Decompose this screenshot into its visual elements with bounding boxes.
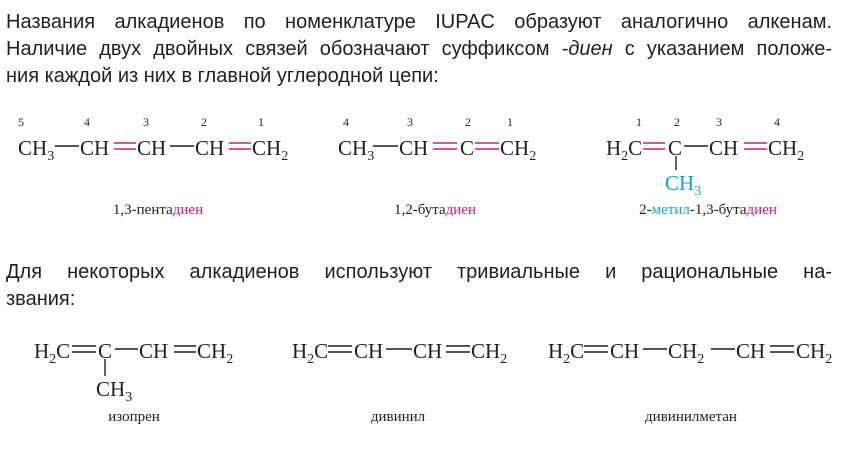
f1-num-5: 5 — [18, 115, 24, 129]
f3-num-3: 3 — [716, 115, 722, 129]
diene-suffix: -диен — [561, 38, 613, 60]
t3-group-3: $CH_2$ — [668, 339, 705, 367]
caption-methylbutadiene: 2-метил-1,3-бутадиен — [639, 202, 777, 218]
f2-num-1: 1 — [507, 115, 513, 129]
f1-num-3: 3 — [143, 115, 149, 129]
t3-group-5: $CH_2$ — [796, 339, 833, 367]
f3-group-2: C — [668, 136, 683, 160]
f3-num-2: 2 — [674, 115, 680, 129]
caption-butadiene-12: 1,2-бутадиен — [393, 202, 477, 218]
t2-group-4: $CH_2$ — [471, 339, 508, 367]
f2-num-3: 3 — [407, 115, 413, 129]
t1-group-3: CH — [139, 339, 169, 363]
f1-num-4: 4 — [84, 115, 90, 129]
t2-group-1: $H_2C$ — [292, 339, 329, 367]
t3-group-4: CH — [736, 339, 766, 363]
f2-group-2: CH — [399, 136, 429, 160]
f3-branch: $CH_3$ — [665, 171, 702, 199]
f2-group-1: $CH_3$ — [338, 136, 375, 164]
trivial-paragraph — [6, 259, 832, 313]
f1-group-5: $CH_2$ — [252, 136, 289, 164]
formula-butadiene-12 — [338, 115, 536, 164]
f3-group-4: $CH_2$ — [768, 136, 805, 164]
caption-divinylmethane: дивинилметан — [645, 409, 737, 425]
t1-branch: $CH_3$ — [96, 377, 133, 405]
trivial-line-2: звания: — [6, 288, 76, 310]
f2-group-3: C — [460, 136, 475, 160]
intro-line-1: Названия алкадиенов по номенклатуре IUPAC образуют аналогично алкенам. — [6, 11, 832, 33]
trivial-line-1: Для некоторых алкадиенов используют тривиальные и рациональные на- — [6, 261, 832, 283]
caption-divinyl: дивинил — [370, 409, 426, 425]
f3-num-4: 4 — [774, 115, 780, 129]
f1-group-4: CH — [195, 136, 225, 160]
t3-group-1: $H_2C$ — [548, 339, 585, 367]
f1-group-1: $CH_3$ — [18, 136, 55, 164]
f2-num-2: 2 — [465, 115, 471, 129]
f1-group-2: CH — [80, 136, 110, 160]
t1-group-4: $CH_2$ — [197, 339, 234, 367]
intro-line-2-tail: с указанием положе- — [612, 38, 832, 60]
intro-line-3: ния каждой из них в главной углеродной цепи: — [6, 65, 439, 87]
f1-group-3: CH — [137, 136, 167, 160]
t2-group-2: CH — [354, 339, 384, 363]
f1-num-1: 1 — [258, 115, 264, 129]
t1-group-1: $H_2C$ — [34, 339, 71, 367]
formula-divinyl — [292, 339, 507, 367]
caption-isoprene: изопрен — [108, 409, 160, 425]
f3-group-3: CH — [709, 136, 739, 160]
f3-group-1: $H_2C$ — [606, 136, 643, 164]
caption-pentadiene: 1,3-пентадиен — [112, 202, 204, 218]
f2-num-4: 4 — [343, 115, 349, 129]
formula-pentadiene — [18, 115, 288, 164]
t3-group-2: CH — [610, 339, 640, 363]
f3-num-1: 1 — [636, 115, 642, 129]
formula-divinylmethane — [548, 339, 832, 367]
intro-line-2-text: Наличие двух двойных связей обозначают суффиксом — [6, 38, 562, 60]
t2-group-3: CH — [413, 339, 443, 363]
t1-group-2: C — [98, 339, 113, 363]
formula-methylbutadiene — [606, 115, 804, 199]
f1-num-2: 2 — [201, 115, 207, 129]
f2-group-4: $CH_2$ — [500, 136, 537, 164]
